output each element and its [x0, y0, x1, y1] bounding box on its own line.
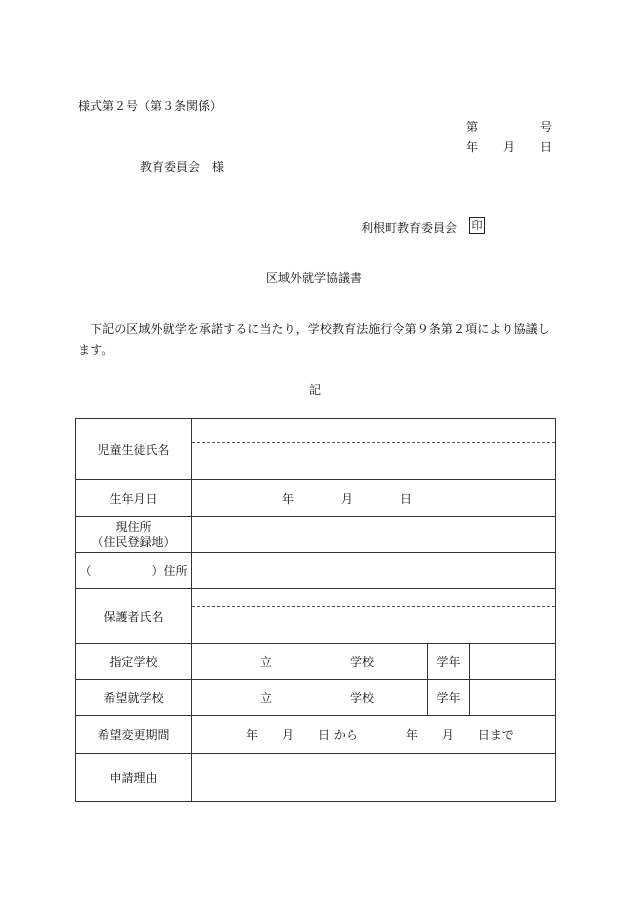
student-name-main[interactable]	[192, 443, 555, 479]
reason-label: 申請理由	[76, 754, 192, 802]
current-address-label-line2: （住民登録地）	[91, 534, 176, 549]
desired-school-field[interactable]	[192, 680, 428, 716]
designated-school-field[interactable]	[192, 644, 428, 680]
guardian-name-main[interactable]	[192, 607, 555, 643]
current-address-label	[76, 517, 192, 553]
designated-gakunen-field[interactable]	[470, 644, 556, 680]
ki-heading: 記	[309, 383, 322, 397]
row-other-address	[76, 553, 556, 589]
designated-gakunen-label: 学年	[428, 644, 470, 680]
desired-gakunen-label: 学年	[428, 680, 470, 716]
period-text: 年 月 日 から 年 月 日まで	[246, 728, 514, 742]
row-designated-school	[76, 644, 556, 680]
desired-school-label: 希望就学校	[76, 680, 192, 716]
date-year: 年	[466, 140, 479, 154]
row-birth-date	[76, 480, 556, 517]
birth-year: 年	[282, 491, 295, 506]
row-period	[76, 716, 556, 754]
reason-field[interactable]	[192, 754, 556, 802]
birth-date-field[interactable]	[192, 480, 556, 517]
guardian-name-field[interactable]	[192, 589, 556, 644]
other-address-label: （ ）住所	[76, 553, 192, 589]
designated-gakko: 学校	[350, 655, 375, 669]
date-day: 日	[540, 140, 553, 154]
period-field[interactable]	[192, 716, 556, 754]
period-label: 希望変更期間	[76, 716, 192, 754]
row-student-name	[76, 419, 556, 480]
row-current-address	[76, 517, 556, 553]
row-reason	[76, 754, 556, 802]
desired-gakunen-field[interactable]	[470, 680, 556, 716]
row-desired-school	[76, 680, 556, 716]
date-month: 月	[503, 140, 516, 154]
other-address-field[interactable]	[192, 553, 556, 589]
current-address-label-line1: 現住所	[115, 519, 152, 534]
guardian-name-label: 保護者氏名	[76, 589, 192, 644]
birth-day: 日	[400, 491, 413, 506]
addressee: 教育委員会 様	[140, 160, 225, 174]
birth-month: 月	[341, 491, 354, 506]
form-number: 様式第２号（第３条関係）	[78, 99, 223, 113]
seal-mark: 印	[469, 217, 485, 234]
document-number-dai: 第	[466, 120, 479, 134]
application-table	[75, 418, 556, 802]
designated-ritsu: 立	[260, 655, 273, 669]
document-title: 区域外就学協議書	[266, 271, 363, 285]
body-text: 下記の区域外就学を承諾するに当たり，学校教育法施行令第９条第２項により協議します。	[78, 322, 550, 357]
desired-gakko: 学校	[350, 691, 375, 705]
sender: 利根町教育委員会	[361, 221, 458, 235]
student-name-kana[interactable]	[192, 419, 555, 443]
desired-ritsu: 立	[260, 691, 273, 705]
student-name-label: 児童生徒氏名	[76, 419, 192, 480]
student-name-field[interactable]	[192, 419, 556, 480]
document-number-go: 号	[540, 120, 553, 134]
birth-date-label: 生年月日	[76, 480, 192, 517]
designated-school-label: 指定学校	[76, 644, 192, 680]
guardian-name-kana[interactable]	[192, 589, 555, 607]
current-address-field[interactable]	[192, 517, 556, 553]
row-guardian-name	[76, 589, 556, 644]
